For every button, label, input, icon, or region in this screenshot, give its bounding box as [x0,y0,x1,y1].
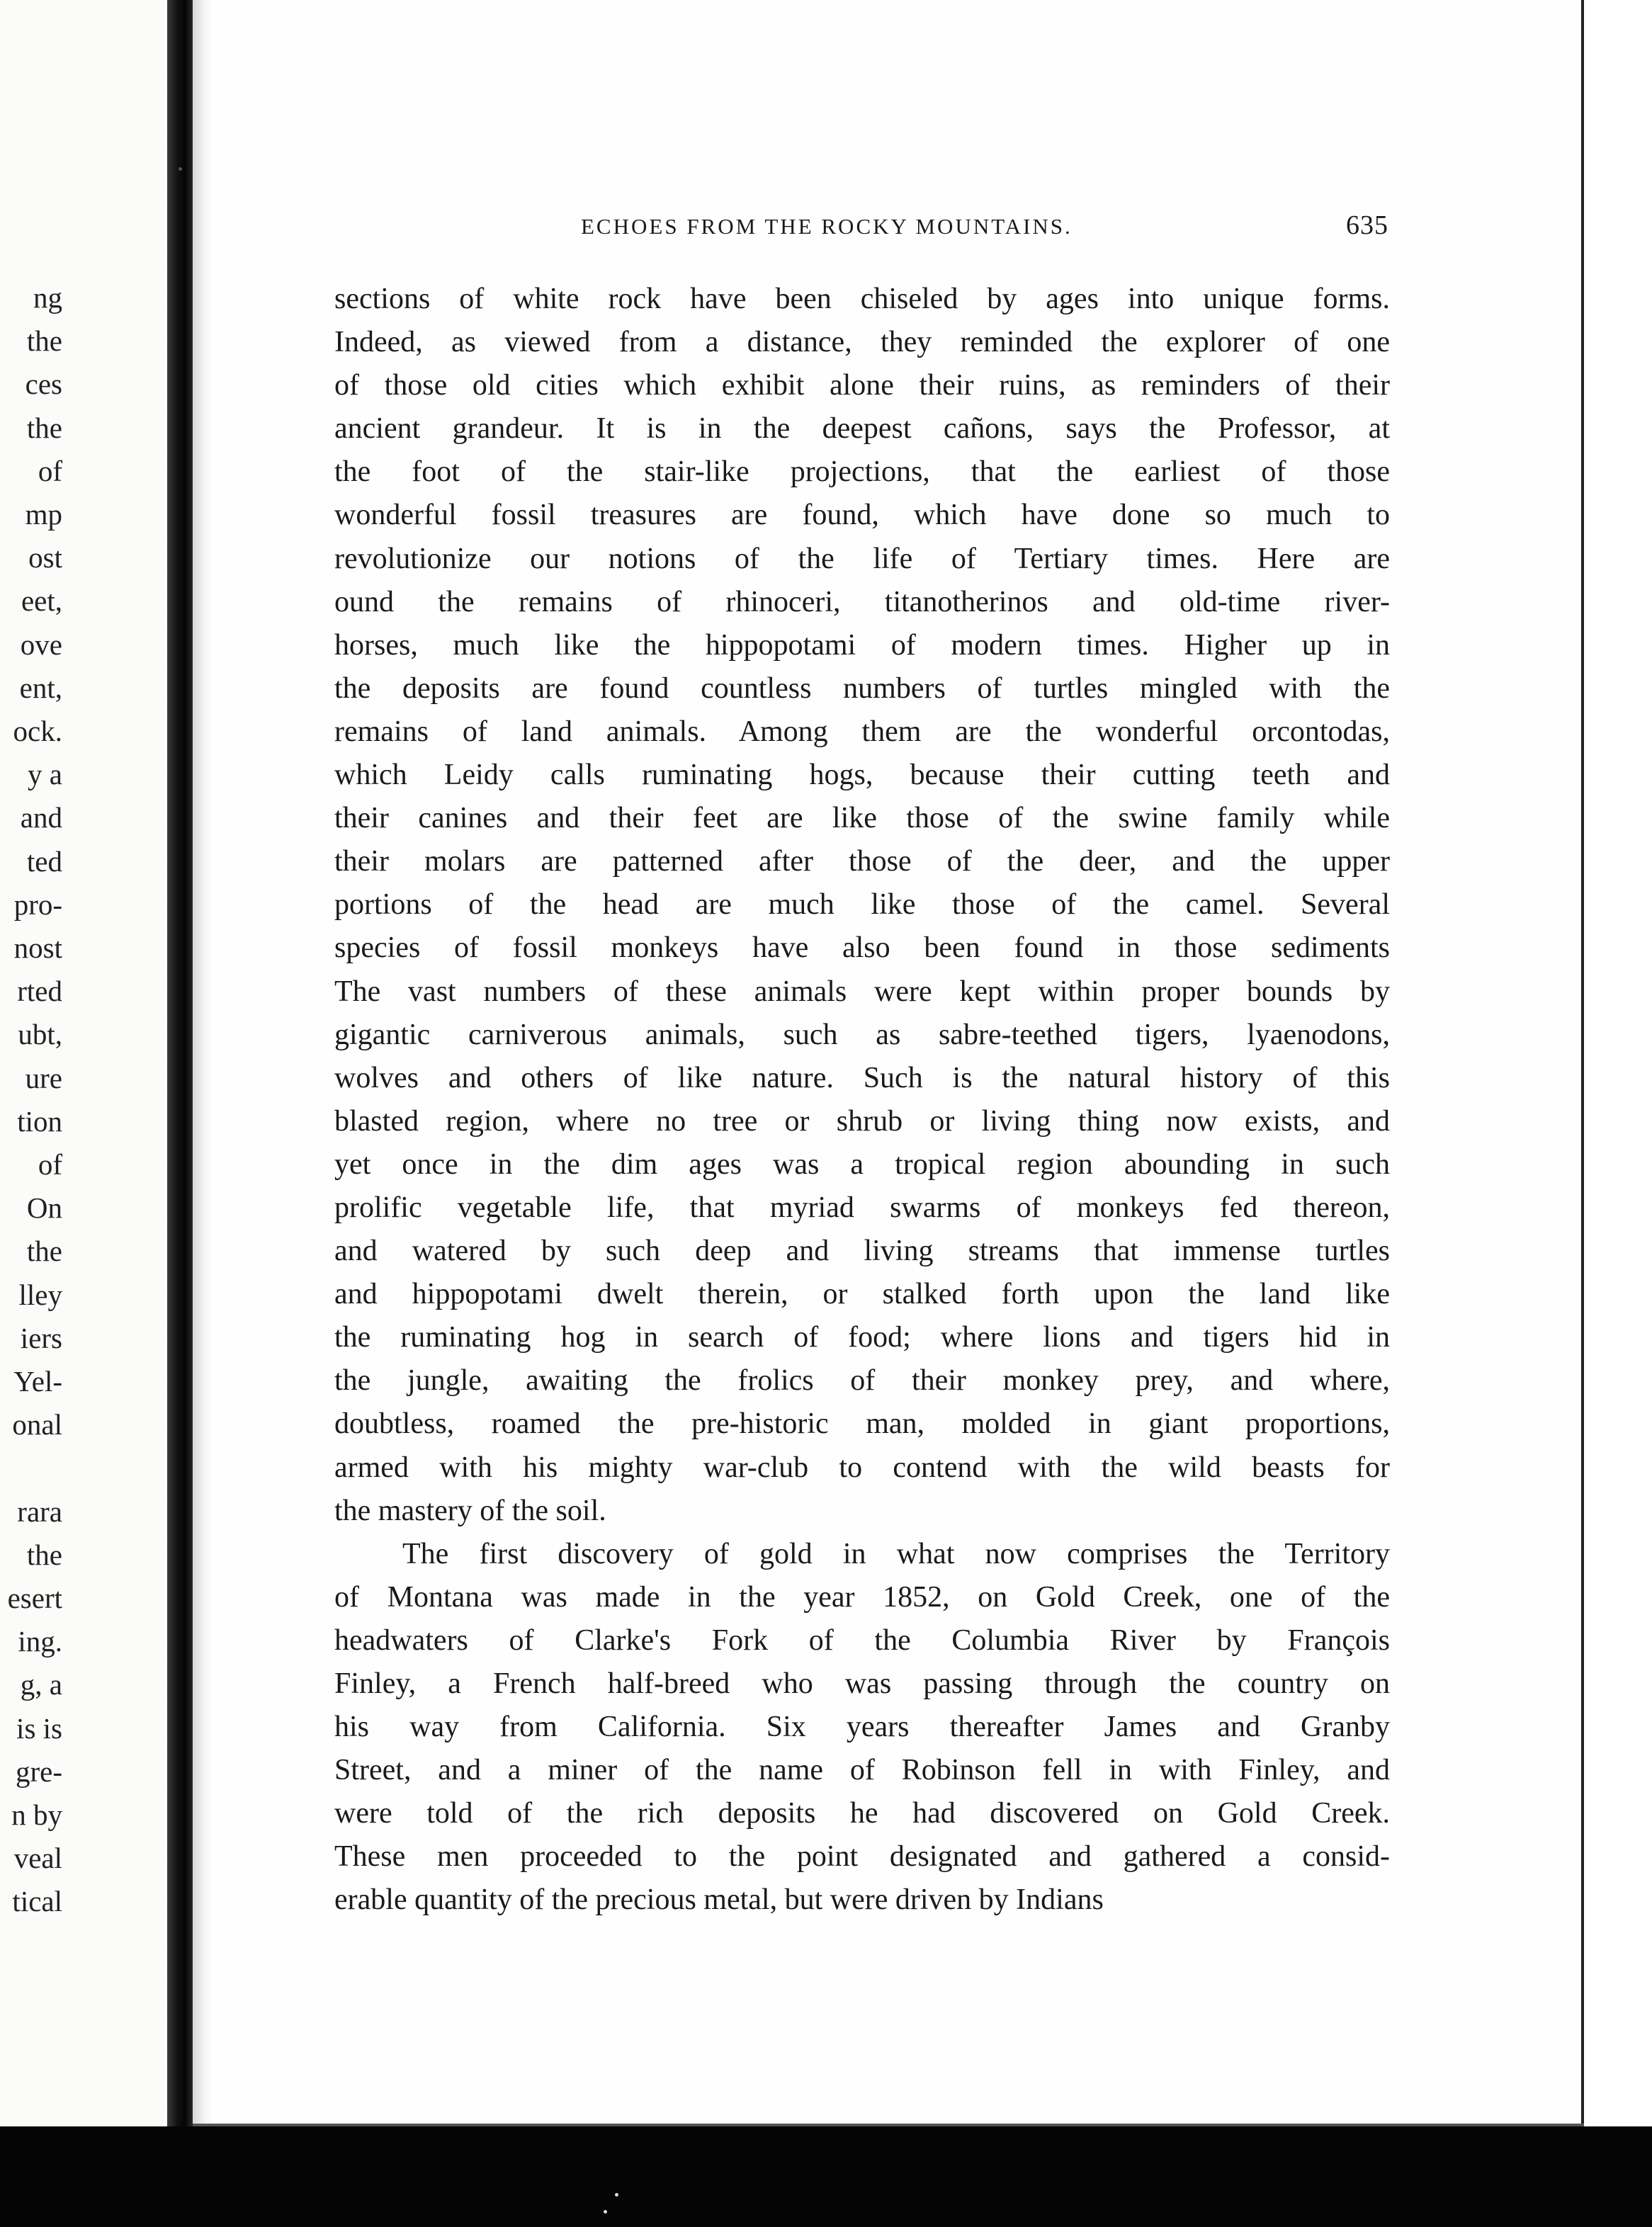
scan-speck [604,2210,607,2214]
left-page-line-fragment: of [38,454,62,487]
left-page-line-fragment: ove [20,628,62,661]
text-line: wolves and others of like nature. Such is the natural history of this [334,1061,1390,1094]
text-line: headwaters of Clarke's Fork of the Columbia River by François [334,1624,1390,1657]
left-page-line-fragment: ubt, [18,1018,62,1051]
text-line: wonderful fossil treasures are found, which have done so much to [334,499,1390,532]
text-line: of Montana was made in the year 1852, on Gold Creek, one of the [334,1580,1390,1614]
left-page-line-fragment: esert [7,1582,62,1614]
text-line: species of fossil monkeys have also been found in those sediments [334,931,1390,965]
text-line: sections of white rock have been chiseled by ages into unique forms. [334,283,1390,315]
paragraph-2 [334,1533,1390,1922]
left-page-line-fragment: ng [33,281,62,314]
paragraph-1 [334,278,1390,1533]
text-line: the jungle, awaiting the frolics of their monkey prey, and where, [334,1364,1390,1398]
left-page-line-fragment: ces [25,368,62,401]
left-page-line-fragment: iers [20,1321,62,1354]
text-line: the deposits are found countless numbers of turtles mingled with the [334,672,1390,705]
scan-speck [615,2193,618,2197]
text-line: These men proceeded to the point designated and gathered a consid- [334,1840,1390,1874]
text-line: revolutionize our notions of the life of Tertiary times. Here are [334,542,1390,575]
text-line: ound the remains of rhinoceri, titanotherinos and old-time river- [334,585,1390,618]
text-line: doubtless, roamed the pre-historic man, molded in giant proportions, [334,1407,1390,1441]
left-page-line-fragment: ted [26,844,62,878]
text-line: horses, much like the hippopotami of modern times. Higher up in [334,628,1390,662]
text-line: Finley, a French half-breed who was passing through the country on [334,1667,1390,1700]
left-page-line-fragment: ent, [19,671,62,704]
left-page-line-fragment: tical [12,1885,62,1918]
left-page-line-fragment: ost [28,541,62,574]
left-page-line-fragment: rara [17,1495,62,1528]
text-line: The vast numbers of these animals were kept within proper bounds by [334,975,1390,1008]
left-page-line-fragment: g, a [20,1668,62,1701]
left-page-line-fragment: and [20,801,62,834]
left-page-line-fragment: tion [17,1104,62,1138]
text-line: and watered by such deep and living streams that immense turtles [334,1235,1390,1268]
text-line: remains of land animals. Among them are the wonderful orcontodas, [334,715,1390,748]
left-page-line-fragment: ure [25,1061,62,1094]
text-line: yet once in the dim ages was a tropical region abounding in such [334,1148,1390,1181]
text-line: the mastery of the soil. [334,1494,606,1527]
left-page-line-fragment: is is [16,1711,62,1745]
scan-background-bottom [0,2126,1652,2227]
left-page-line-fragment: the [26,411,62,444]
text-line: The first discovery of gold in what now comprises the Territory [402,1537,1390,1570]
text-line: were told of the rich deposits he had discovered on Gold Creek. [334,1797,1390,1830]
page-edge-right [1581,0,1584,2227]
scan-margin-right [1584,0,1652,2227]
text-line: his way from California. Six years thereafter James and Granby [334,1711,1390,1744]
text-line: their canines and their feet are like those of the swine family while [334,802,1390,835]
left-page-line-fragment: lley [18,1278,62,1311]
text-line: Street, and a miner of the name of Robinson fell in with Finley, and [334,1754,1390,1787]
book-gutter [167,0,193,2227]
left-page-line-fragment: the [26,324,62,358]
text-line: blasted region, where no tree or shrub or living thing now exists, and [334,1104,1390,1138]
running-title: ECHOES FROM THE ROCKY MOUNTAINS. [581,214,1073,239]
left-page-line-fragment: y a [28,758,62,791]
left-page-fragment [0,0,167,2227]
left-page-line-fragment: gre- [15,1755,62,1788]
left-page-line-fragment: ing. [18,1625,62,1658]
left-page-line-fragment: rted [17,975,62,1008]
text-line: of those old cities which exhibit alone their ruins, as reminders of their [334,369,1390,402]
text-line: the foot of the stair-like projections, that the earliest of those [334,455,1390,489]
text-line: and hippopotami dwelt therein, or stalked forth upon the land like [334,1278,1390,1311]
page-number: 635 [1346,210,1388,240]
scan-speck [179,167,182,171]
text-line: erable quantity of the precious metal, but were driven by Indians [334,1883,1104,1917]
left-page-line-fragment: mp [25,498,62,531]
left-page-line-fragment: On [26,1191,62,1225]
left-page-line-fragment: of [38,1148,62,1181]
gutter-shadow [193,0,214,2227]
left-page-line-fragment: the [26,1538,62,1571]
text-line: the ruminating hog in search of food; where lions and tigers hid in [334,1321,1390,1354]
body-text [334,278,1390,1922]
text-line: armed with his mighty war-club to contend with the wild beasts for [334,1451,1390,1484]
left-page-line-fragment: onal [12,1408,62,1441]
text-line: prolific vegetable life, that myriad swarms of monkeys fed thereon, [334,1191,1390,1224]
text-line: gigantic carniverous animals, such as sabre-teethed tigers, lyaenodons, [334,1018,1390,1051]
running-head [333,210,1388,245]
left-page-line-fragment: ock. [13,715,62,747]
left-page-line-fragment: pro- [13,888,62,921]
text-line: ancient grandeur. It is in the deepest cañons, says the Professor, at [334,412,1390,446]
left-page-line-fragment: n by [11,1798,62,1831]
text-line: Indeed, as viewed from a distance, they reminded the explorer of one [334,326,1390,359]
left-page-line-fragment: the [26,1235,62,1268]
text-line: portions of the head are much like those of the camel. Several [334,888,1390,922]
text-line: which Leidy calls ruminating hogs, because their cutting teeth and [334,759,1390,792]
left-page-line-fragment: eet, [21,584,62,618]
left-page-line-fragment: Yel- [13,1365,62,1398]
left-page-line-fragment: veal [13,1842,62,1875]
text-line: their molars are patterned after those of the deer, and the upper [334,845,1390,878]
left-page-line-fragment: nost [13,931,62,964]
